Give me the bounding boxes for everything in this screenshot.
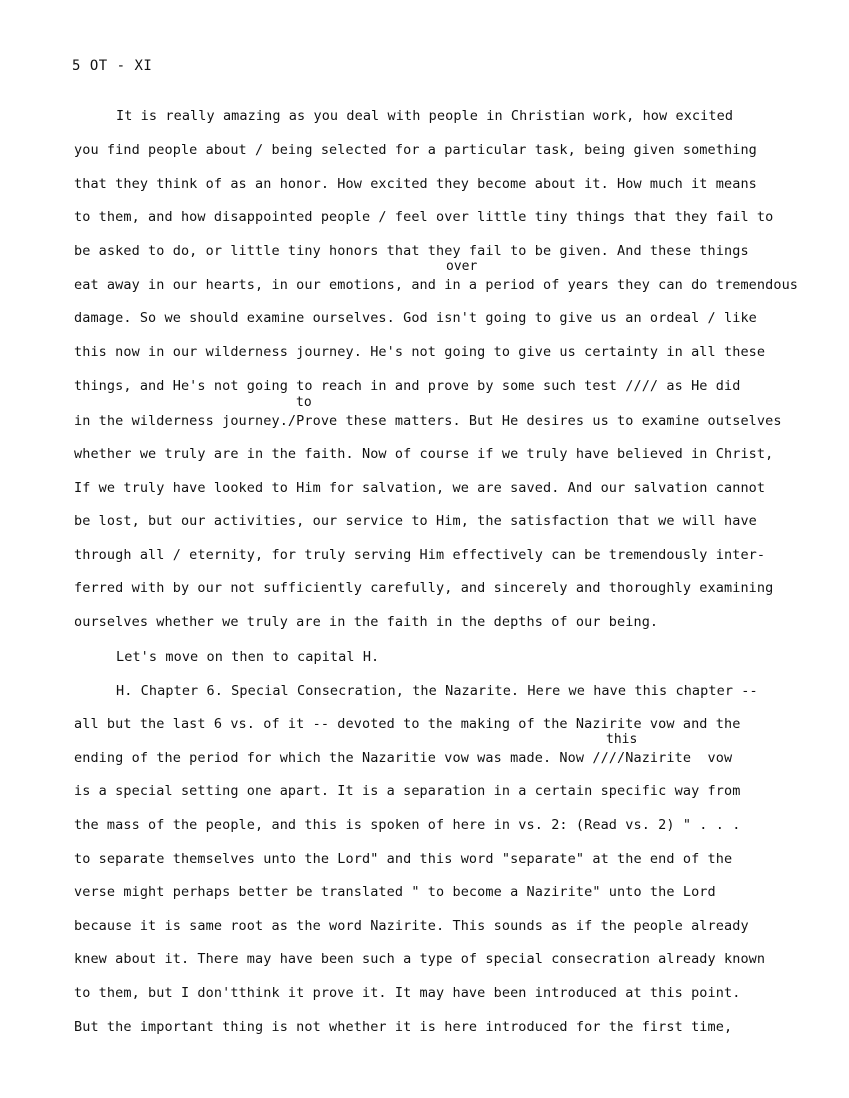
handwritten-insert-this: this (606, 732, 638, 747)
text-line: is a special setting one apart. It is a separation in a certain specific way from (74, 783, 741, 799)
text-line: that they think of as an honor. How excited they become about it. How much it means (74, 176, 757, 192)
text-line: eat away in our hearts, in our emotions, and in a period of years they can do tremendous (74, 277, 799, 293)
text-line: If we truly have looked to Him for salvation, we are saved. And our salvation cannot (74, 480, 766, 496)
text-line: things, and He's not going to reach in and prove by some such test ∕∕∕∕ as He did (74, 378, 741, 394)
text-line: be lost, but our activities, our service to Him, the satisfaction that we will have (74, 513, 757, 529)
text-line: be asked to do, or little tiny honors that they fail to be given. And these things (74, 243, 749, 259)
text-line: ferred with by our not sufficiently carefully, and sincerely and thoroughly examining (74, 580, 774, 596)
text-line: because it is same root as the word Nazirite. This sounds as if the people already (74, 918, 749, 934)
text-line: H. Chapter 6. Special Consecration, the Nazarite. Here we have this chapter -- (116, 683, 758, 699)
text-line: ending of the period for which the Nazaritie vow was made. Now ∕∕∕/Nazirite vow (74, 750, 733, 766)
text-line: through all ∕ eternity, for truly serving Him effectively can be tremendously inter- (74, 547, 766, 563)
page-header: 5 OT - XI (72, 58, 153, 74)
text-line: Let's move on then to capital H. (116, 649, 380, 665)
text-line: all but the last 6 vs. of it -- devoted to the making of the Nazirite vow and the (74, 716, 741, 732)
text-line: It is really amazing as you deal with people in Christian work, how excited (116, 108, 734, 124)
text-line: ourselves whether we truly are in the faith in the depths of our being. (74, 614, 659, 630)
text-line: in the wilderness journey./Prove these matters. But He desires us to examine outselves (74, 413, 782, 429)
text-line: knew about it. There may have been such a type of special consecration already known (74, 951, 766, 967)
text-line: to them, and how disappointed people ∕ feel over little tiny things that they fail to (74, 209, 774, 225)
text-line: whether we truly are in the faith. Now of course if we truly have believed in Christ, (74, 446, 774, 462)
text-line: to separate themselves unto the Lord" and this word "separate" at the end of the (74, 851, 733, 867)
text-line: the mass of the people, and this is spoken of here in vs. 2: (Read vs. 2) " . . . (74, 817, 741, 833)
text-line: you find people about ∕ being selected for a particular task, being given something (74, 142, 757, 158)
text-line: verse might perhaps better be translated " to become a Nazirite" unto the Lord (74, 884, 716, 900)
handwritten-insert-over: over (446, 259, 478, 274)
text-line: to them, but I don'tthink it prove it. It may have been introduced at this point. (74, 985, 741, 1001)
text-line: But the important thing is not whether it is here introduced for the first time, (74, 1019, 733, 1035)
text-line: this now in our wilderness journey. He's not going to give us certainty in all these (74, 344, 766, 360)
text-line: damage. So we should examine ourselves. God isn't going to give us an ordeal ∕ like (74, 310, 757, 326)
handwritten-insert-to: to (296, 395, 312, 410)
